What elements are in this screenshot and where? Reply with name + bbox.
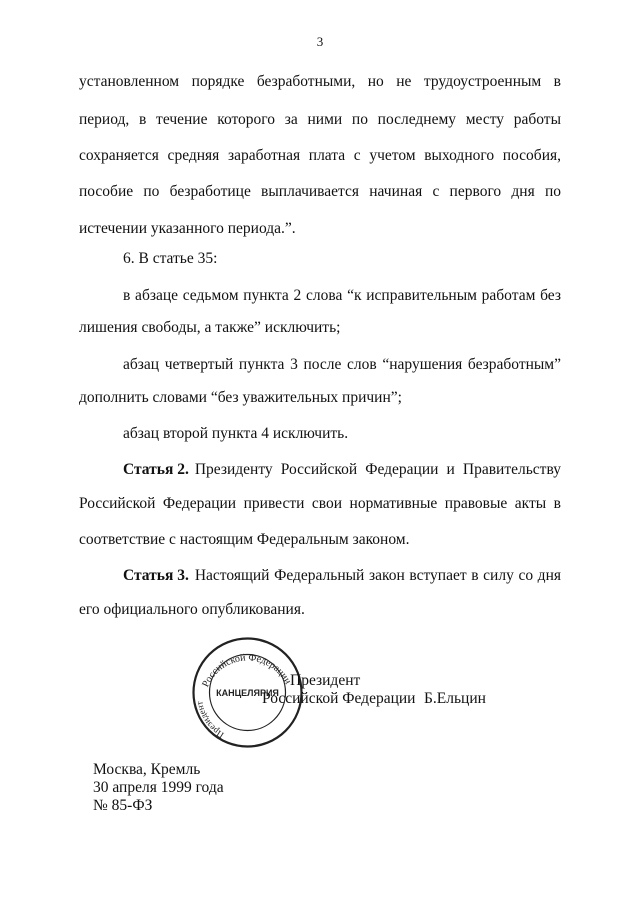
item-6-heading: 6. В статье 35: <box>123 250 218 267</box>
paragraph-1-line-3: сохраняется средняя заработная плата с учетом выходного пособия, <box>79 147 561 164</box>
article-2-line-3: соответствие с настоящим Федеральным законом. <box>79 531 410 548</box>
item-6-line-3: абзац четвертый пункта 3 после слов “нарушения безработным” <box>123 356 561 373</box>
law-number: № 85-ФЗ <box>93 797 153 814</box>
date-of-signing: 30 апреля 1999 года <box>93 779 224 796</box>
article-3-line-2: его официального опубликования. <box>79 601 305 618</box>
item-6-line-1: в абзаце седьмом пункта 2 слова “к исправительным работам без <box>123 287 561 304</box>
article-3-line-1 <box>123 566 561 586</box>
article-3-label: Статья 3. <box>123 567 189 584</box>
article-2-label: Статья 2. <box>123 461 189 478</box>
item-6-line-4: дополнить словами “без уважительных причин”; <box>79 389 402 406</box>
item-6-line-2: лишения свободы, а также” исключить; <box>79 319 341 336</box>
signature-block <box>0 630 640 760</box>
signatory-title-line-2: Российской Федерации <box>262 690 416 707</box>
paragraph-1-line-2: период, в течение которого за ними по последнему месту работы <box>79 111 561 128</box>
page-number: 3 <box>316 34 324 49</box>
item-6-line-5: абзац второй пункта 4 исключить. <box>123 425 349 442</box>
paragraph-1-line-1: установленном порядке безработными, но не трудоустроенным в <box>79 73 561 90</box>
paragraph-1-line-5: истечении указанного периода.”. <box>79 220 296 237</box>
seal-center-text: КАНЦЕЛЯРИЯ <box>216 688 279 698</box>
paragraph-1-line-4: пособие по безработице выплачивается начиная с первого дня по <box>79 183 561 200</box>
article-2-line-1 <box>123 460 561 480</box>
signatory-name: Б.Ельцин <box>424 690 486 707</box>
signatory-title-line-1: Президент <box>290 672 361 689</box>
article-2-line-2: Российской Федерации привести свои нормативные правовые акты в <box>79 495 561 512</box>
seal-outer-text: Российской Федерации <box>200 652 294 689</box>
article-2-line-1-text: Президенту Российской Федерации и Правительству <box>194 461 561 478</box>
seal-left-text: Президент <box>194 700 226 741</box>
article-3-line-1-text: Настоящий Федеральный закон вступает в силу со дня <box>194 567 561 584</box>
place-of-signing: Москва, Кремль <box>93 761 201 778</box>
